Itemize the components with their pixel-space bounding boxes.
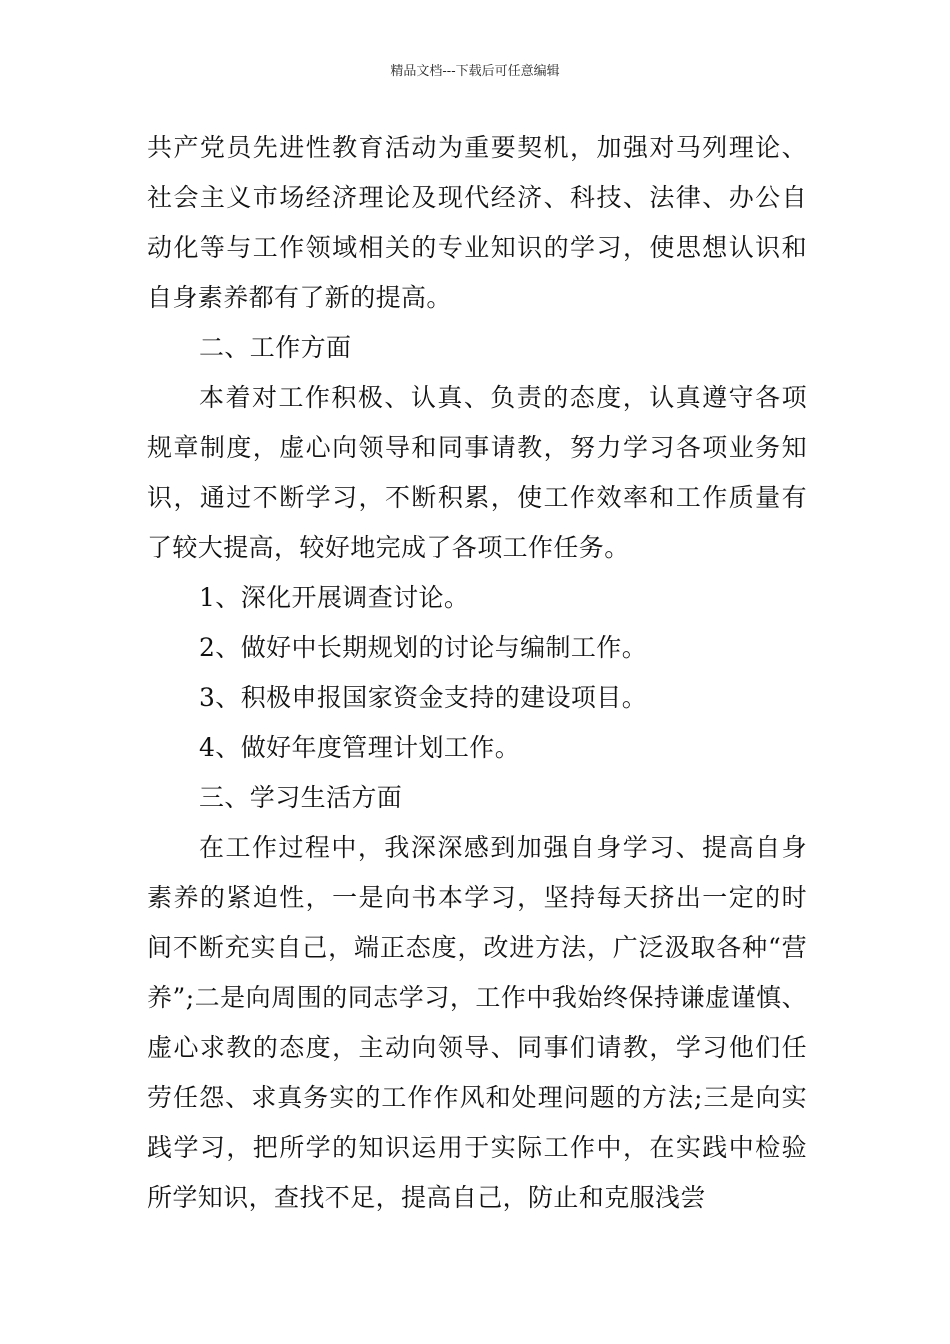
paragraph-work: 本着对工作积极、认真、负责的态度，认真遵守各项规章制度，虚心向领导和同事请教，努力学习各项业务知识，通过不断学习，不断积累，使工作效率和工作质量有了较大提高，较好地完成了各项工作任务。 (147, 383, 807, 562)
paragraph-intro-continued: 共产党员先进性教育活动为重要契机，加强对马列理论、社会主义市场经济理论及现代经济、科技、法律、办公自动化等与工作领域相关的专业知识的学习，使思想认识和自身素养都有了新的提高。 (147, 133, 807, 312)
section-heading-study-life: 三、学习生活方面 (199, 783, 403, 812)
page-header: 精品文档---下载后可任意编辑 (390, 64, 560, 79)
list-item-3: 3、积极申报国家资金支持的建设项目。 (199, 683, 648, 712)
list-item-2: 2、做好中长期规划的讨论与编制工作。 (199, 633, 648, 662)
paragraph-study-life: 在工作过程中，我深深感到加强自身学习、提高自身素养的紧迫性，一是向书本学习，坚持每天挤出一定的时间不断充实自己，端正态度，改进方法，广泛汲取各种“营养”;二是向周围的同志学习，工作中我始终保持谦虚谨慎、虚心求教的态度，主动向领导、同事们请教，学习他们任劳任怨、求真务实的工作作风和处理问题的方法;三是向实践学习，把所学的知识运用于实际工作中，在实践中检验所学知识，查找不足，提高自己，防止和克服浅尝 (147, 833, 807, 1212)
list-item-1: 1、深化开展调查讨论。 (199, 583, 470, 612)
section-heading-work: 二、工作方面 (199, 333, 352, 362)
list-item-4: 4、做好年度管理计划工作。 (199, 733, 521, 762)
document-body (147, 123, 807, 1223)
